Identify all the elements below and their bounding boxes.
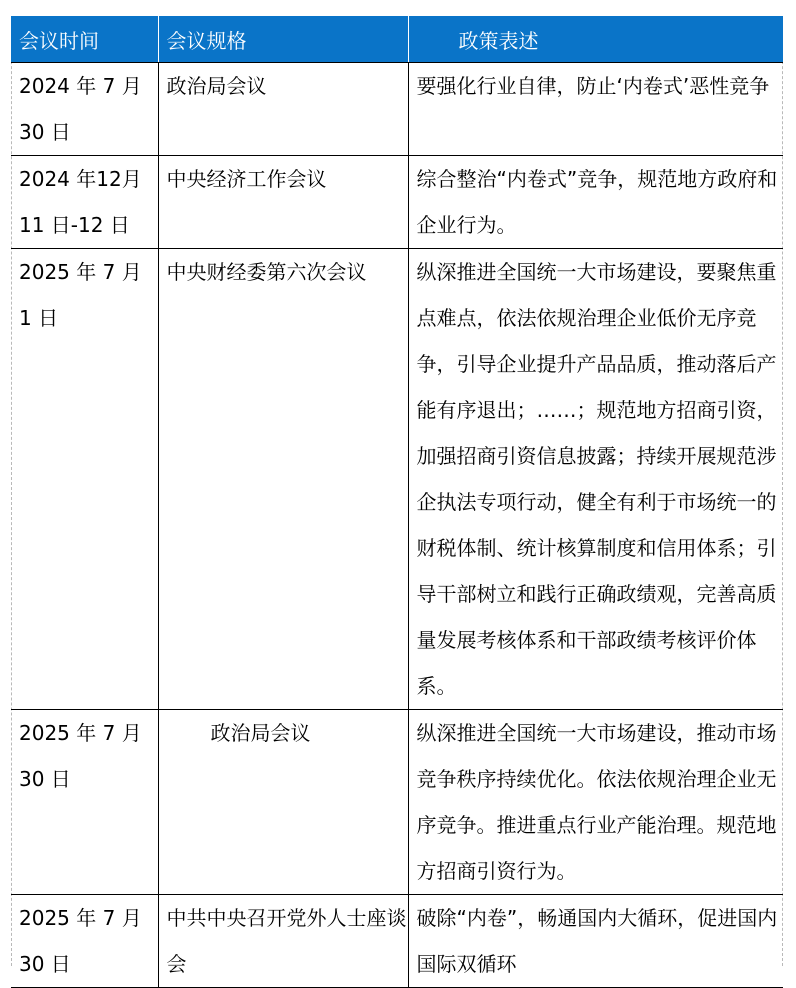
table-row: [11, 249, 783, 710]
table-row: [11, 710, 783, 895]
meeting-time-cell: 2025 年 7 月 30 日: [11, 895, 158, 988]
header-meeting-time: 会议时间: [11, 16, 158, 63]
policy-table: [11, 16, 783, 988]
table-header-row: [11, 16, 783, 63]
header-policy-statement: 政策表述: [408, 16, 783, 63]
policy-statement-cell: 纵深推进全国统一大市场建设，要聚焦重点难点，依法依规治理企业低价无序竞争，引导企业提升产品品质，推动落后产能有序退出；……；规范地方招商引资，加强招商引资信息披露；持续开展规范涉企执法专项行动，健全有利于市场统一的财税体制、统计核算制度和信用体系；引导干部树立和践行正确政绩观，完善高质量发展考核体系和干部政绩考核评价体系。: [408, 249, 783, 710]
meeting-spec-cell: 中共中央召开党外人士座谈会: [158, 895, 408, 988]
meeting-time-cell: 2025 年 7 月 1 日: [11, 249, 158, 710]
meeting-time-cell: 2025 年 7 月 30 日: [11, 710, 158, 895]
policy-statement-cell: 破除“内卷”，畅通国内大循环，促进国内国际双循环: [408, 895, 783, 988]
meeting-spec-cell: 政治局会议: [158, 710, 408, 895]
policy-statement-cell: 要强化行业自律，防止‘内卷式’恶性竞争: [408, 63, 783, 156]
meeting-spec-cell: 政治局会议: [158, 63, 408, 156]
meeting-spec-cell: 中央经济工作会议: [158, 156, 408, 249]
policy-statement-cell: 综合整治“内卷式”竞争，规范地方政府和企业行为。: [408, 156, 783, 249]
header-meeting-spec: 会议规格: [158, 16, 408, 63]
policy-statement-cell: 纵深推进全国统一大市场建设，推动市场竞争秩序持续优化。依法依规治理企业无序竞争。推进重点行业产能治理。规范地方招商引资行为。: [408, 710, 783, 895]
meeting-time-cell: 2024 年 7 月 30 日: [11, 63, 158, 156]
meeting-spec-cell: 中央财经委第六次会议: [158, 249, 408, 710]
table-row: [11, 63, 783, 156]
meeting-time-cell: 2024 年12月 11 日-12 日: [11, 156, 158, 249]
table-row: [11, 156, 783, 249]
